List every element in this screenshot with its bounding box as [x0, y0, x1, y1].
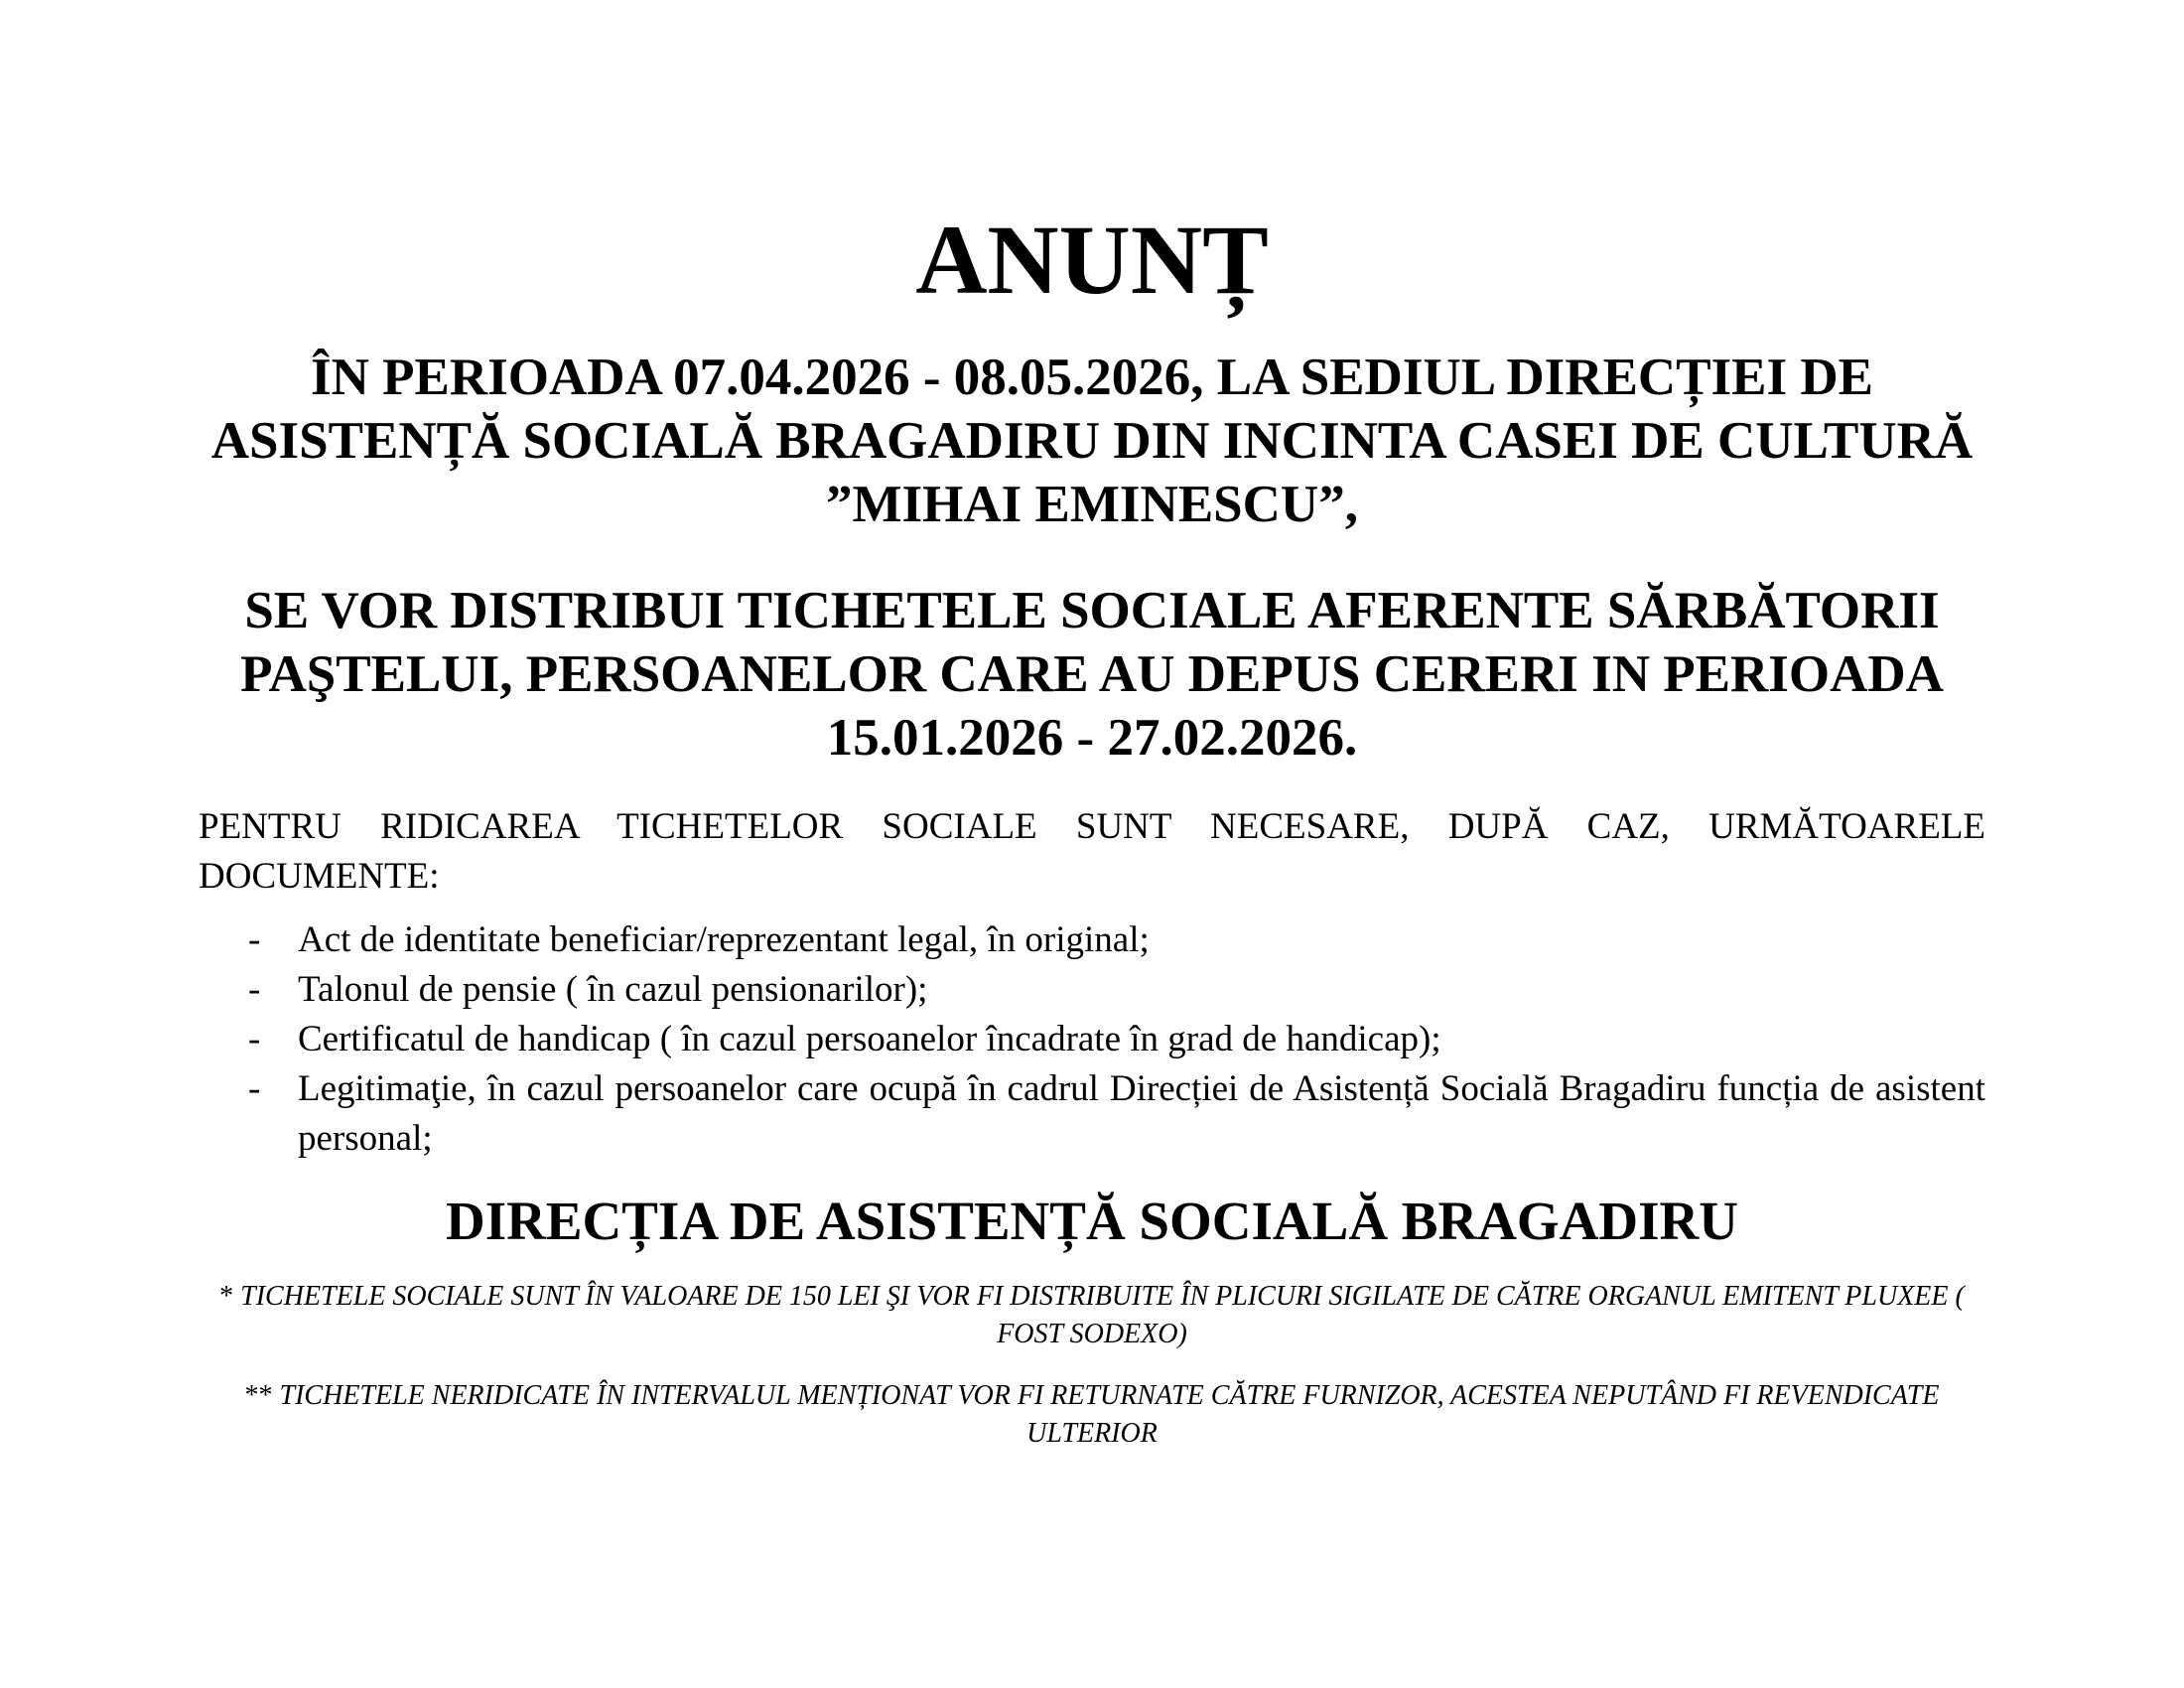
list-item-text: Legitimaţie, în cazul persoanelor care ocupă în cadrul Direcției de Asistență Socială Bragadiru funcția de asistent personal;: [298, 1068, 1985, 1159]
list-item: [199, 965, 1985, 1015]
dash-bullet: -: [248, 969, 261, 1010]
period-heading: ÎN PERIOADA 07.04.2026 - 08.05.2026, LA SEDIUL DIRECȚIEI DE ASISTENȚĂ SOCIALĂ BRAGADIRU DIN INCINTA CASEI DE CULTURĂ ”MIHAI EMINESCU”,: [210, 349, 1974, 533]
footnote-marker: **: [244, 1380, 273, 1411]
dash-bullet: -: [248, 1019, 261, 1059]
dash-bullet: -: [248, 1068, 261, 1109]
footnote-text: TICHETELE NERIDICATE ÎN INTERVALUL MENȚIONAT VOR FI RETURNATE CĂTRE FURNIZOR, ACESTEA NEPUTÂND FI REVENDICATE ULTERIOR: [279, 1380, 1940, 1449]
list-item-text: Talonul de pensie ( în cazul pensionarilor);: [298, 969, 928, 1010]
footnote-text: TICHETELE SOCIALE SUNT ÎN VALOARE DE 150 LEI ŞI VOR FI DISTRIBUITE ÎN PLICURI SIGILATE DE CĂTRE ORGANUL EMITENT PLUXEE ( FOST SODEXO): [240, 1281, 1965, 1349]
list-item: [199, 915, 1985, 965]
list-item: [199, 1015, 1985, 1064]
footnote-unclaimed-tickets: [199, 1377, 1985, 1453]
distribution-heading: SE VOR DISTRIBUI TICHETELE SOCIALE AFERENTE SĂRBĂTORII PAŞTELUI, PERSOANELOR CARE AU DEPUS CERERI IN PERIOADA 15.01.2026 - 27.02.2026.: [240, 582, 1944, 767]
required-documents-intro: PENTRU RIDICAREA TICHETELOR SOCIALE SUNT NECESARE, DUPĂ CAZ, URMĂTOARELE DOCUMENTE:: [199, 806, 1985, 897]
required-documents-list: [199, 915, 1985, 1164]
dash-bullet: -: [248, 919, 261, 960]
announcement-title: ANUNȚ: [915, 205, 1269, 315]
list-item-text: Certificatul de handicap ( în cazul persoanelor încadrate în grad de handicap);: [298, 1019, 1441, 1059]
footnote-ticket-value: [199, 1278, 1985, 1353]
footnote-marker: *: [219, 1281, 234, 1312]
list-item: [199, 1064, 1985, 1164]
list-item-text: Act de identitate beneficiar/reprezentant legal, în original;: [298, 919, 1150, 960]
signature-institution: DIRECȚIA DE ASISTENȚĂ SOCIALĂ BRAGADIRU: [446, 1191, 1738, 1251]
announcement-page: [199, 0, 1985, 1688]
